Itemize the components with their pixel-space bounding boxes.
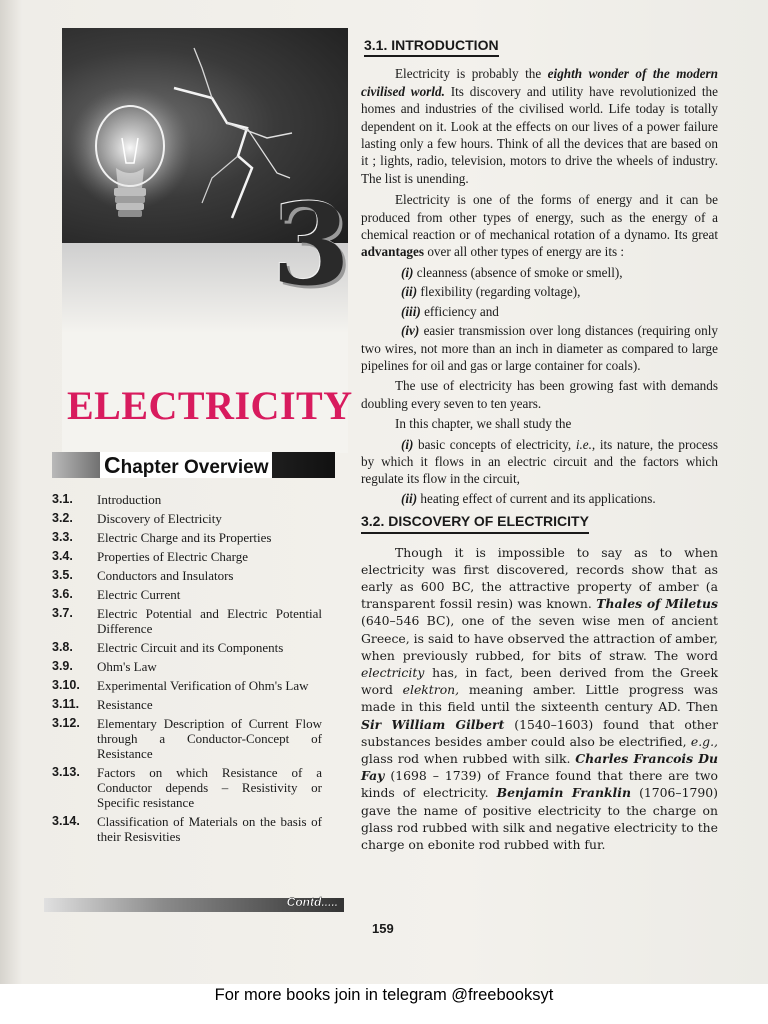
item-marker: (iv)	[401, 323, 420, 339]
item-text: its nature, the process by which it flows in an electric circuit and the factors which regulate its flow in the circuit,	[361, 436, 718, 487]
italic-text: elektron,	[402, 682, 460, 698]
bold-text: advantages	[361, 244, 425, 260]
study-item	[361, 436, 718, 488]
toc-text: Introduction	[97, 492, 162, 507]
study-list	[361, 436, 718, 508]
chapter-number: 3	[272, 180, 350, 311]
text-run: (640–546 BC), one of the seven wise men of ancient Greece, is said to have observed the attraction of amber, when previously rubbed, for bits of straw. The word	[361, 613, 718, 663]
main-text-column	[361, 37, 718, 853]
toc-text: Electric Potential and Electric Potential Difference	[97, 606, 322, 636]
table-of-contents	[52, 492, 322, 848]
item-text: basic concepts of electricity,	[413, 436, 576, 452]
text-run: (1540–1603) found that other substances besides amber could also be electrified,	[361, 716, 718, 749]
toc-item	[52, 678, 322, 693]
introduction-heading: 3.1. INTRODUCTION	[364, 37, 499, 57]
toc-number: 3.3.	[52, 530, 73, 544]
item-text: flexibility (regarding voltage),	[417, 284, 581, 300]
toc-item	[52, 640, 322, 655]
emphasis-text: eighth wonder of the modern civilised world.	[361, 66, 718, 99]
item-marker: (ii)	[401, 284, 418, 300]
person-name: Benjamin Franklin	[496, 785, 631, 801]
item-text: heating effect of current and its applications.	[417, 490, 656, 506]
overview-first-letter: C	[104, 452, 121, 478]
italic-text: electricity	[361, 664, 425, 680]
text-run: Electricity is one of the forms of energy and it can be produced from other types of energy, such as the energy of a chemical reaction or of mechanical rotation of a dynamo. Its great	[361, 192, 718, 243]
toc-number: 3.5.	[52, 568, 73, 582]
toc-item	[52, 492, 322, 507]
advantages-list	[361, 264, 718, 374]
intro-paragraph-4: In this chapter, we shall study the	[395, 416, 572, 432]
toc-text: Ohm's Law	[97, 659, 157, 674]
text-run: (1706–1790) gave the name of positive electricity to the charge on glass rod rubbed with silk and negative electricity to the charge on ebonite rod rubbed with fur.	[361, 785, 718, 853]
italic-text: e.g.,	[690, 733, 718, 749]
item-marker: (iii)	[401, 303, 421, 319]
toc-text: Electric Current	[97, 587, 181, 602]
toc-number: 3.2.	[52, 511, 73, 525]
contd-label: Contd.....	[286, 895, 338, 909]
item-text: easier transmission over long distances (requiring only two wires, not more than an inch in diameter as compared to large pipelines for oil and gas or large container for coals).	[361, 323, 718, 373]
toc-item	[52, 530, 322, 545]
toc-number: 3.4.	[52, 549, 73, 563]
toc-text: Elementary Description of Current Flow through a Conductor-Concept of Resistance	[97, 716, 322, 761]
toc-item	[52, 568, 322, 583]
contd-bar	[44, 895, 344, 912]
discovery-paragraph	[361, 544, 718, 854]
item-text: efficiency and	[420, 303, 499, 319]
chapter-title: ELECTRICITY	[67, 383, 353, 428]
toc-number: 3.13.	[52, 765, 80, 779]
item-marker: (i)	[401, 436, 414, 452]
study-item	[361, 490, 718, 507]
toc-number: 3.12.	[52, 716, 80, 730]
toc-item	[52, 697, 322, 712]
toc-item	[52, 716, 322, 761]
toc-text: Factors on which Resistance of a Conductor depends – Resistivity or Specific resistance	[97, 765, 322, 810]
toc-item	[52, 511, 322, 526]
toc-text: Conductors and Insulators	[97, 568, 234, 583]
advantage-item	[361, 264, 718, 281]
toc-number: 3.6.	[52, 587, 73, 601]
text-run: meaning amber. Little progress was made in this field until the sixteenth century AD. Then	[361, 682, 718, 715]
toc-text: Properties of Electric Charge	[97, 549, 249, 564]
text-run: has, in fact, been derived from the Greek word	[361, 664, 718, 698]
discovery-heading: 3.2. DISCOVERY OF ELECTRICITY	[361, 513, 589, 533]
text-run: Electricity is probably the	[395, 66, 548, 82]
toc-text: Classification of Materials on the basis of their Resisvities	[97, 814, 322, 844]
person-name: Charles Francois Du Fay	[361, 751, 719, 784]
person-name: Thales of Miletus	[596, 596, 718, 612]
overview-rest: hapter Overview	[120, 457, 269, 478]
toc-number: 3.1.	[52, 492, 73, 506]
page-number: 159	[372, 921, 394, 936]
toc-item	[52, 659, 322, 674]
item-marker: (ii)	[401, 490, 418, 506]
toc-item	[52, 549, 322, 564]
toc-text: Discovery of Electricity	[97, 511, 222, 526]
text-run: (1698 – 1739) of France found that there are two kinds of electricity.	[361, 768, 718, 801]
item-text: cleanness (absence of smoke or smell),	[413, 264, 623, 280]
toc-number: 3.7.	[52, 606, 73, 620]
toc-number: 3.11.	[52, 697, 80, 711]
intro-paragraph-2	[361, 191, 718, 261]
text-run: glass rod when rubbed with silk.	[361, 751, 576, 766]
toc-number: 3.14.	[52, 814, 80, 828]
toc-number: 3.10.	[52, 678, 80, 692]
advantage-item	[361, 322, 718, 374]
chapter-overview-label	[100, 452, 272, 478]
intro-paragraph-3: The use of electricity has been growing fast with demands doubling every seven to ten years.	[361, 378, 718, 411]
text-run: over all other types of energy are its :	[424, 244, 625, 260]
text-run: Though it is impossible to say as to when electricity was first discovered, records show that as early as 600 BC, the attractive property of amber (a transparent fossil resin) was known.	[361, 544, 718, 612]
toc-text: Electric Charge and its Properties	[97, 530, 272, 545]
advantage-item	[361, 283, 718, 300]
toc-number: 3.8.	[52, 640, 73, 654]
telegram-footer: For more books join in telegram @freebooksyt	[0, 984, 768, 1024]
text-run: Its discovery and utility have revolutionized the homes and industries of the civilised world. Life today is totally dependent on it. Look at the effects on our lives of a power failure lasting only a few hours. Think of all the devices that are based on it ; lights, radio, television, motors to drive the wheels of industry. The list is unending.	[361, 83, 718, 186]
item-marker: (i)	[401, 264, 414, 280]
toc-item	[52, 765, 322, 810]
person-name: Sir William Gilbert	[361, 716, 505, 732]
toc-number: 3.9.	[52, 659, 73, 673]
intro-paragraph-1	[361, 65, 718, 187]
toc-text: Resistance	[97, 697, 153, 712]
toc-text: Electric Circuit and its Components	[97, 640, 284, 655]
toc-item	[52, 814, 322, 844]
advantage-item	[361, 303, 718, 320]
toc-item	[52, 587, 322, 602]
italic-text: i.e.,	[575, 436, 596, 452]
toc-item	[52, 606, 322, 636]
toc-text: Experimental Verification of Ohm's Law	[97, 678, 309, 693]
